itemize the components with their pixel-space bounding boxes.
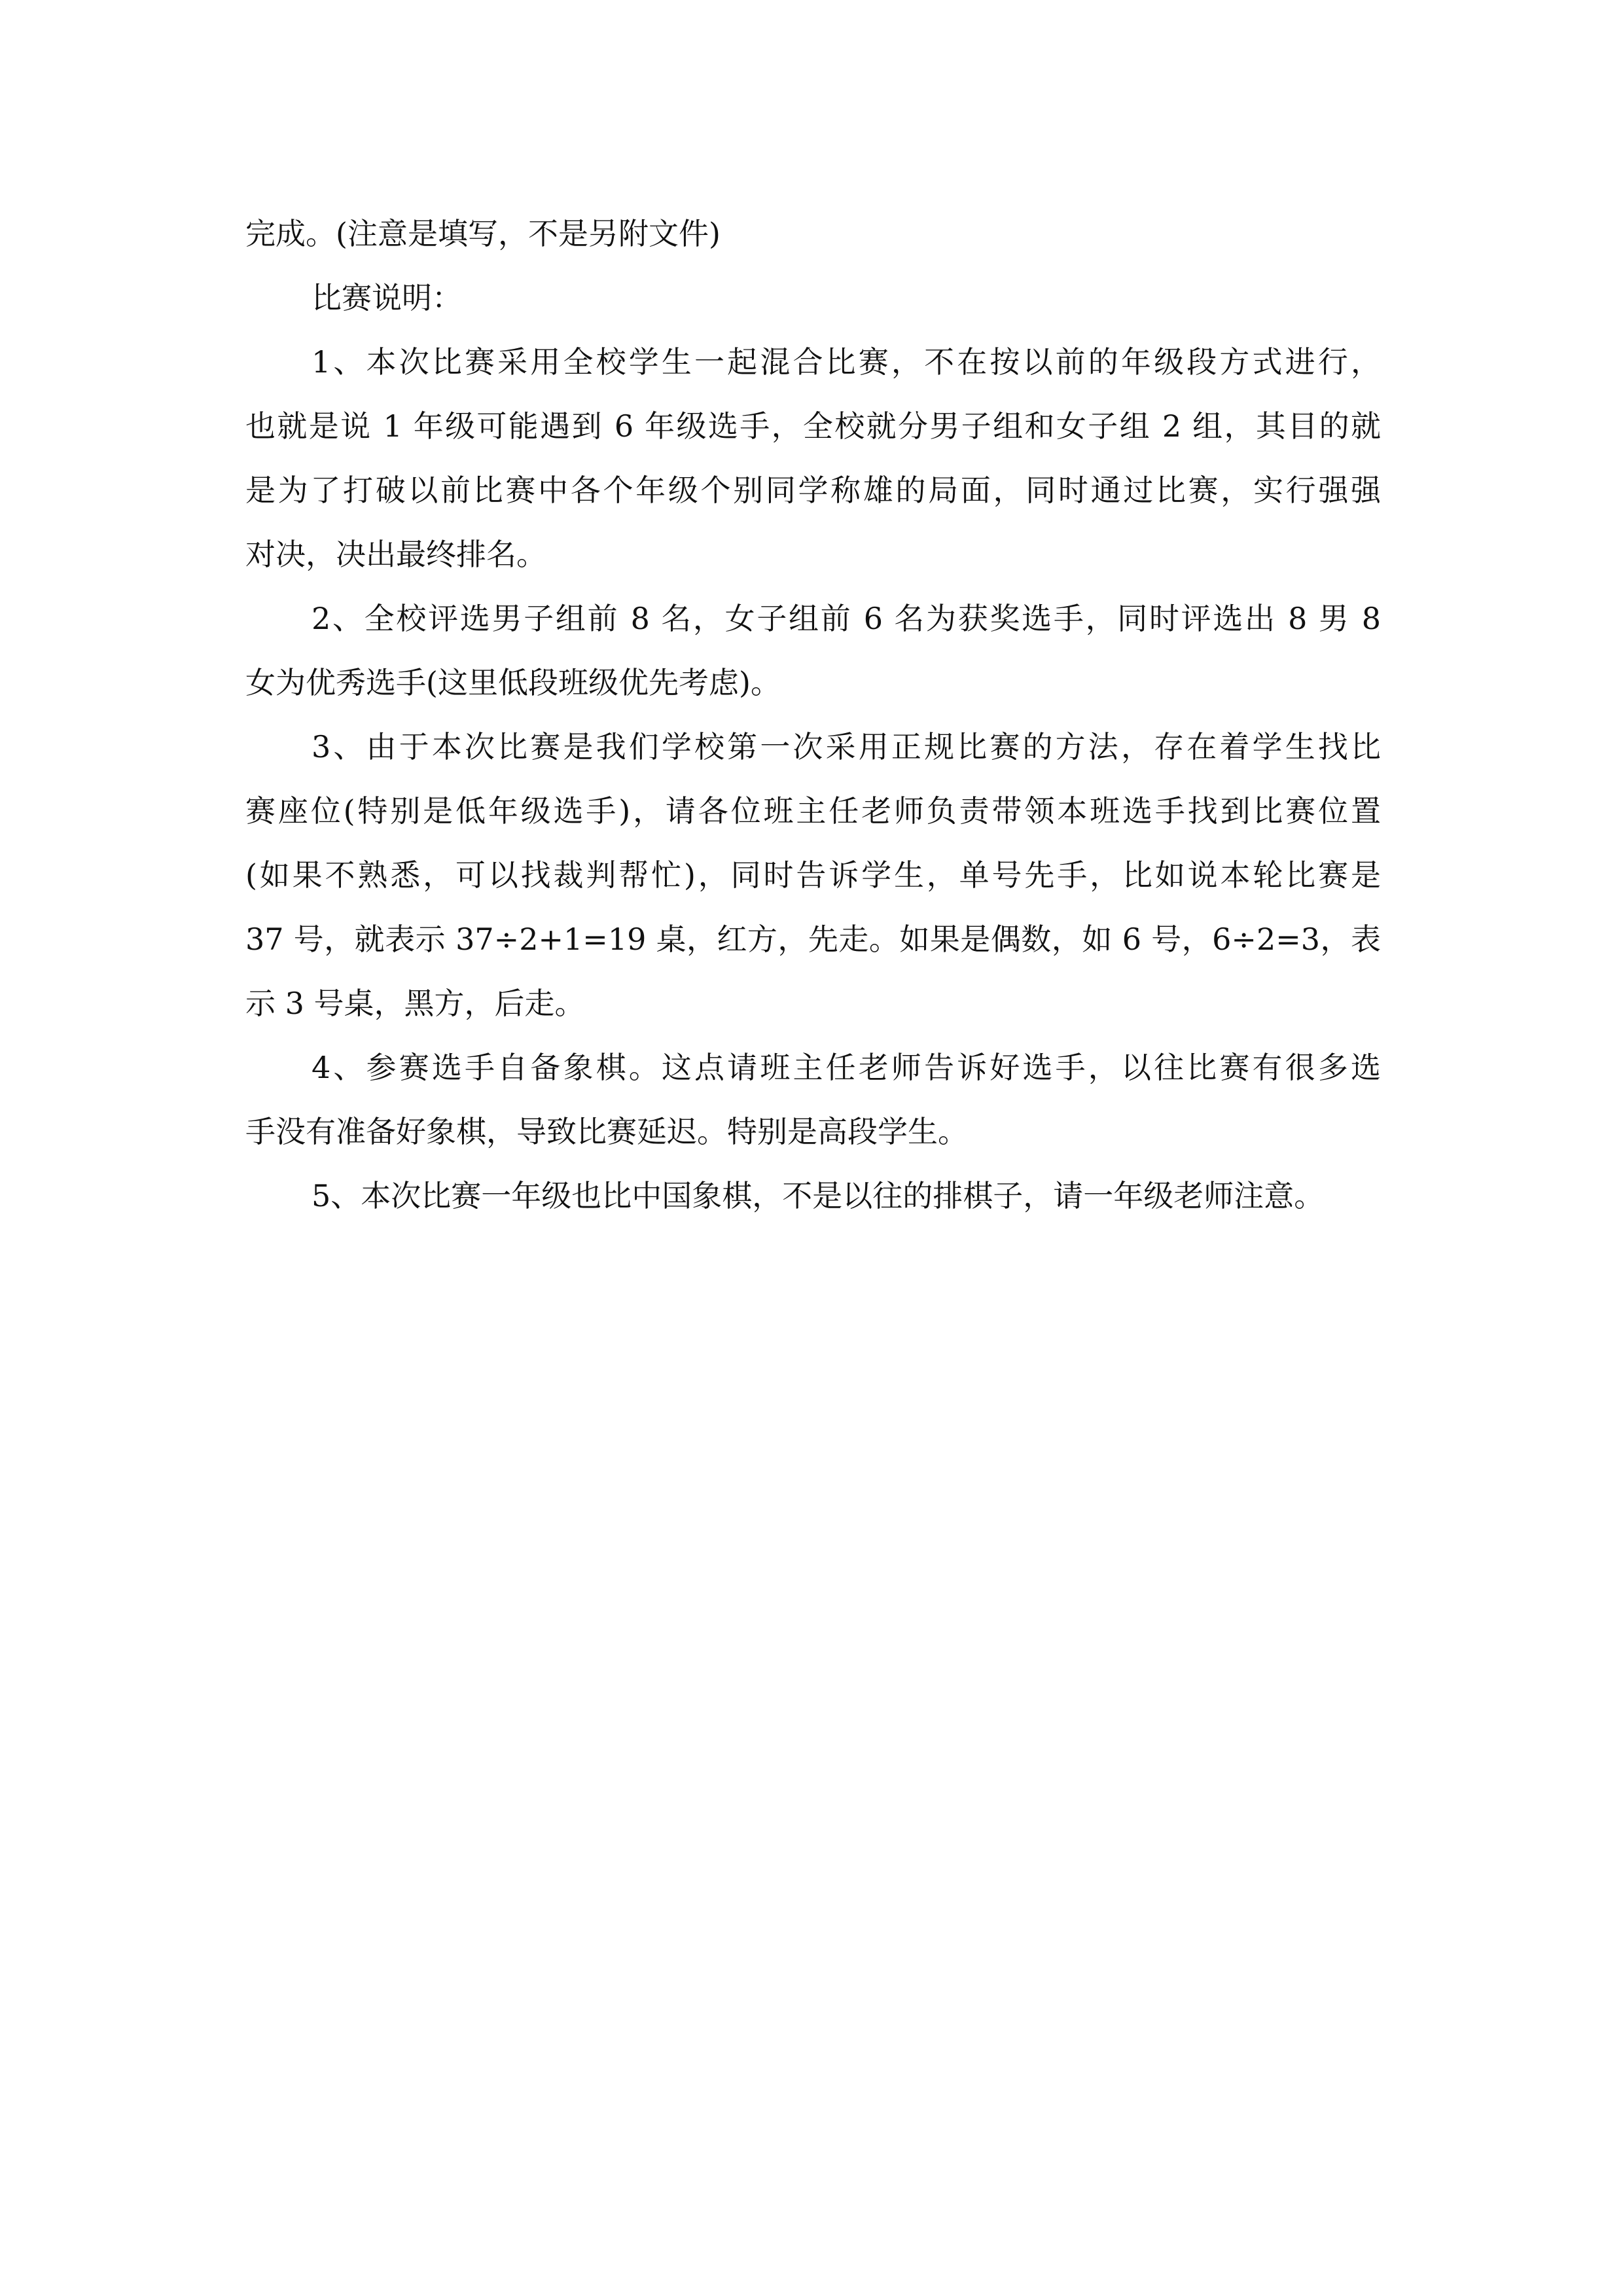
paragraph-line: 1、本次比赛采用全校学生一起混合比赛，不在按以前的年级段方式进行， xyxy=(312,344,1381,380)
paragraph-line: 5、本次比赛一年级也比中国象棋，不是以往的排棋子，请一年级老师注意。 xyxy=(312,1178,1325,1213)
paragraph-line: 手没有准备好象棋，导致比赛延迟。特别是高段学生。 xyxy=(245,1114,968,1149)
section-heading: 比赛说明： xyxy=(312,280,462,315)
paragraph-line: (如果不熟悉，可以找裁判帮忙)，同时告诉学生，单号先手，比如说本轮比赛是 xyxy=(245,857,1381,893)
paragraph-line: 3、由于本次比赛是我们学校第一次采用正规比赛的方法，存在着学生找比 xyxy=(312,729,1381,764)
paragraph-line: 也就是说 1 年级可能遇到 6 年级选手，全校就分男子组和女子组 2 组，其目的就 xyxy=(245,408,1381,444)
paragraph-line: 是为了打破以前比赛中各个年级个别同学称雄的局面，同时通过比赛，实行强强 xyxy=(245,473,1381,508)
paragraph-line: 4、参赛选手自备象棋。这点请班主任老师告诉好选手，以往比赛有很多选 xyxy=(312,1050,1381,1085)
document-body xyxy=(245,202,1381,1228)
paragraph-line: 对决，决出最终排名。 xyxy=(245,537,546,572)
paragraph-line: 完成。(注意是填写，不是另附文件) xyxy=(245,216,721,251)
paragraph-line: 2、全校评选男子组前 8 名，女子组前 6 名为获奖选手，同时评选出 8 男 8 xyxy=(312,601,1381,636)
paragraph-line: 女为优秀选手(这里低段班级优先考虑)。 xyxy=(245,665,781,700)
paragraph-line: 37 号，就表示 37÷2+1=19 桌，红方，先走。如果是偶数，如 6 号，6÷2=3，表 xyxy=(245,922,1381,957)
paragraph-line: 示 3 号桌，黑方，后走。 xyxy=(245,986,585,1021)
paragraph-line: 赛座位(特别是低年级选手)，请各位班主任老师负责带领本班选手找到比赛位置 xyxy=(245,793,1381,829)
